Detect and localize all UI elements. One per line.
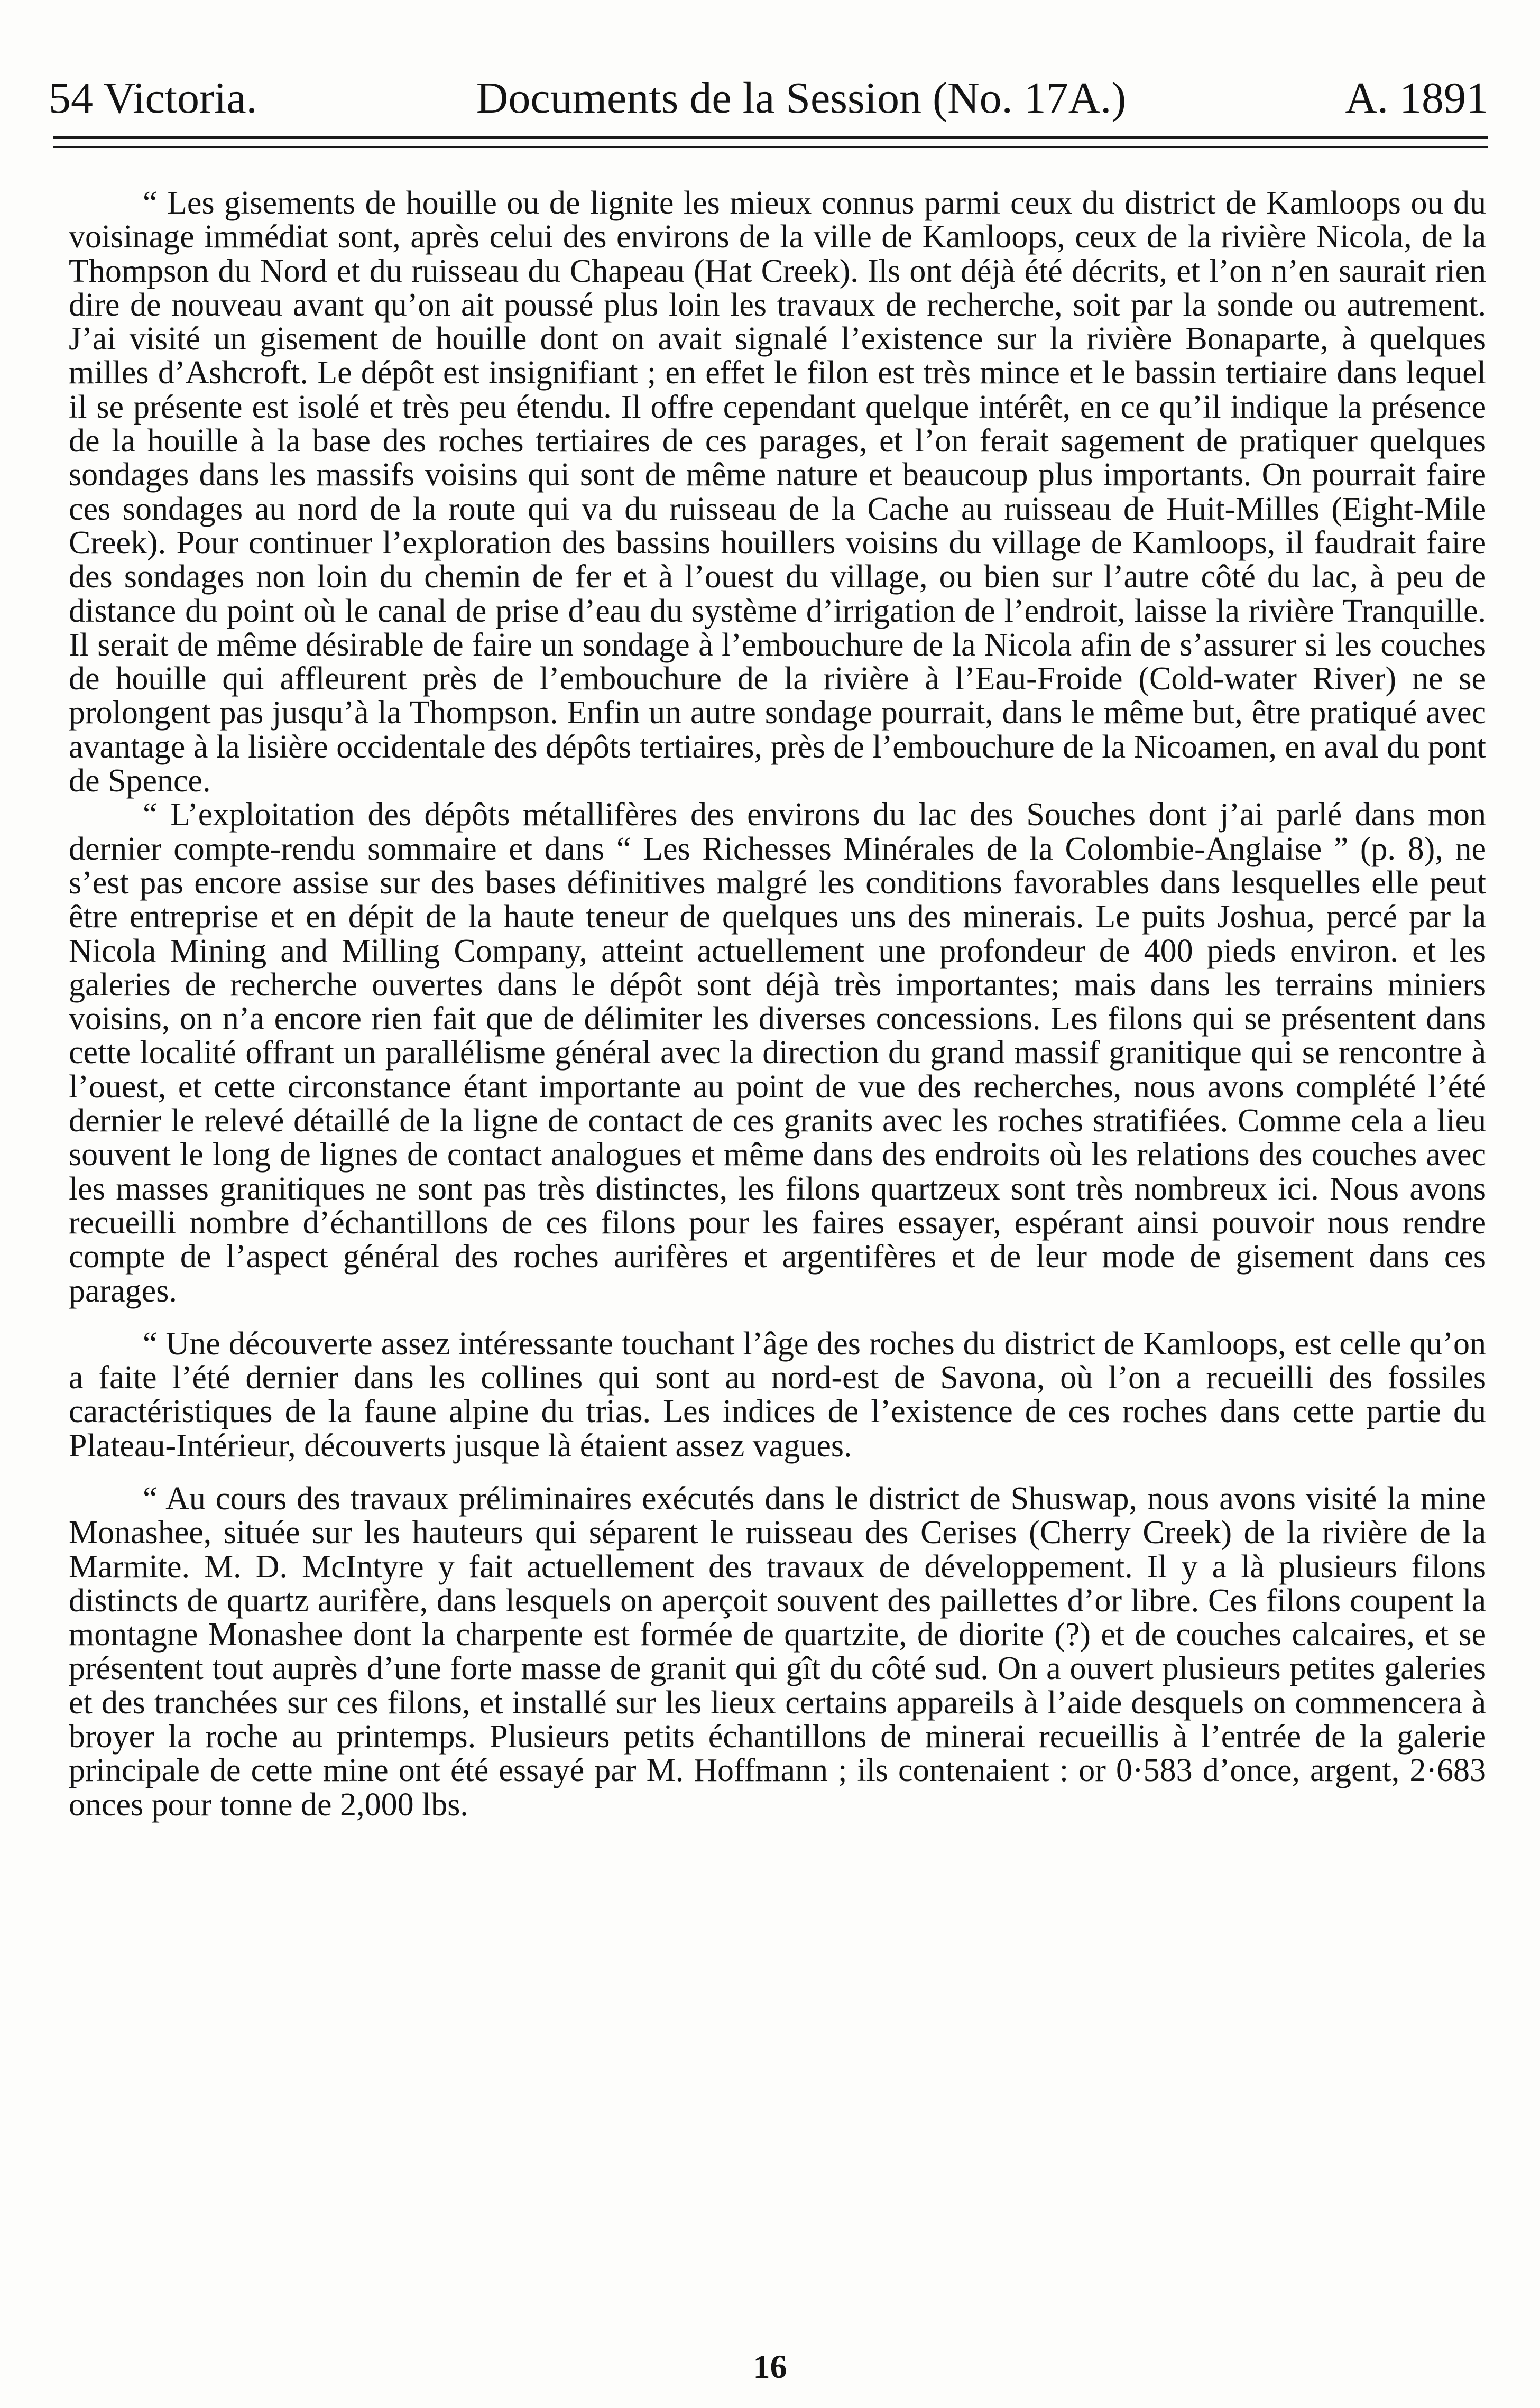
running-header xyxy=(49,41,1488,121)
paragraph-triassic-fossils: “ Une découverte assez intéressante touchant l’âge des roches du district de Kamloops, est celle qu’on a faite l’été dernier dans les collines qui sont au nord-est de Savona, où l’on a recueilli des fossiles caractéristiques de la faune alpine du trias. Les indices de l’existence de ces roches dans cette partie du Plateau-Intérieur, découverts jusque là étaient assez vagues. xyxy=(69,1325,1486,1464)
paragraph-metallic-deposits: “ L’exploitation des dépôts métallifères des environs du lac des Souches dont j’ai parlé dans mon dernier compte-rendu sommaire et dans “ Les Richesses Minérales de la Colombie-Anglaise ” (p. 8), ne s’est pas encore assise sur des bases définitives malgré les conditions favorables dans lesquelles elle peut être entreprise et en dépit de la haute teneur de quelques uns des minerais. Le puits Joshua, percé par la Nicola Mining and Milling Company, atteint actuellement une profondeur de 400 pieds environ. et les galeries de recherche ouvertes dans le dépôt sont déjà très importantes; mais dans les terrains miniers voisins, on n’a encore rien fait que de délimiter les diverses concessions. Les filons qui se présentent dans cette localité offrant un parallélisme général avec la direction du grand massif granitique qui se rencontre à l’ouest, et cette circonstance étant importante au point de vue des recherches, nous avons complété l’été dernier le relevé détaillé de la ligne de contact de ces granits avec les roches stratifiées. Comme cela a lieu souvent le long de lignes de contact analogues et même dans des endroits où les relations des couches avec les masses granitiques ne sont pas très distinctes, les filons quartzeux sont très nombreux ici. Nous avons recueilli nombre d’échantillons de ces filons pour les faires essayer, espérant ainsi pouvoir nous rendre compte de l’aspect général des roches aurifères et argentifères et de leur mode de gisement dans ces parages. xyxy=(69,797,1486,1309)
header-rule-top xyxy=(53,136,1488,139)
header-volume: 54 Victoria. xyxy=(49,73,257,123)
header-year: A. 1891 xyxy=(1345,73,1488,123)
header-title: Documents de la Session (No. 17A.) xyxy=(476,73,1127,123)
page-number: 16 xyxy=(753,2348,787,2385)
header-rule-bottom xyxy=(53,146,1488,148)
paragraph-coal-deposits: “ Les gisements de houille ou de lignite les mieux connus parmi ceux du district de Kamloops ou du voisinage immédiat sont, après celui des environs de la ville de Kamloops, ceux de la rivière Nicola, de la Thompson du Nord et du ruisseau du Chapeau (Hat Creek). Ils ont déjà été décrits, et l’on n’en saurait rien dire de nouveau avant qu’on ait poussé plus loin les travaux de recherche, soit par la sonde ou autrement. J’ai visité un gisement de houille dont on avait signalé l’existence sur la rivière Bonaparte, à quelques milles d’Ashcroft. Le dépôt est insignifiant ; en effet le filon est très mince et le bassin tertiaire dans lequel il se présente est isolé et très peu étendu. Il offre cependant quelque intérêt, en ce qu’il indique la présence de la houille à la base des roches tertiaires de ces parages, et l’on ferait sagement de pratiquer quelques sondages dans les massifs voisins qui sont de même nature et beaucoup plus importants. On pourrait faire ces sondages au nord de la route qui va du ruisseau de la Cache au ruisseau de Huit-Milles (Eight-Mile Creek). Pour continuer l’exploration des bassins houillers voisins du village de Kamloops, il faudrait faire des sondages non loin du chemin de fer et à l’ouest du village, ou bien sur l’autre côté du lac, à peu de distance du point où le canal de prise d’eau du système d’irrigation de l’endroit, laisse la rivière Tranquille. Il serait de même désirable de faire un sondage à l’embouchure de la Nicola afin de s’assurer si les couches de houille qui affleurent près de l’embouchure de la rivière à l’Eau-Froide (Cold-water River) ne se prolongent pas jusqu’à la Thompson. Enfin un autre sondage pourrait, dans le même but, être pratiqué avec avantage à la lisière occidentale des dépôts tertiaires, près de l’embouchure de la Nicoamen, en aval du pont de Spence. xyxy=(69,185,1486,799)
paragraph-monashee-mine: “ Au cours des travaux préliminaires exécutés dans le district de Shuswap, nous avons visité la mine Monashee, située sur les hauteurs qui séparent le ruisseau des Cerises (Cherry Creek) de la rivière de la Marmite. M. D. McIntyre y fait actuellement des travaux de développement. Il y a là plusieurs filons distincts de quartz aurifère, dans lesquels on aperçoit souvent des paillettes d’or libre. Ces filons coupent la montagne Monashee dont la charpente est formée de quartzite, de diorite (?) et de couches calcaires, et se présentent tout auprès d’une forte masse de granit qui gît du côté sud. On a ouvert plusieurs petites galeries et des tranchées sur ces filons, et installé sur les lieux certains appareils à l’aide desquels on commencera à broyer la roche au printemps. Plusieurs petits échantillons de minerai recueillis à l’entrée de la galerie principale de cette mine ont été essayé par M. Hoffmann ; ils contenaient : or 0·583 d’once, argent, 2·683 onces pour tonne de 2,000 lbs. xyxy=(69,1480,1486,1823)
body-text xyxy=(69,186,1486,1822)
